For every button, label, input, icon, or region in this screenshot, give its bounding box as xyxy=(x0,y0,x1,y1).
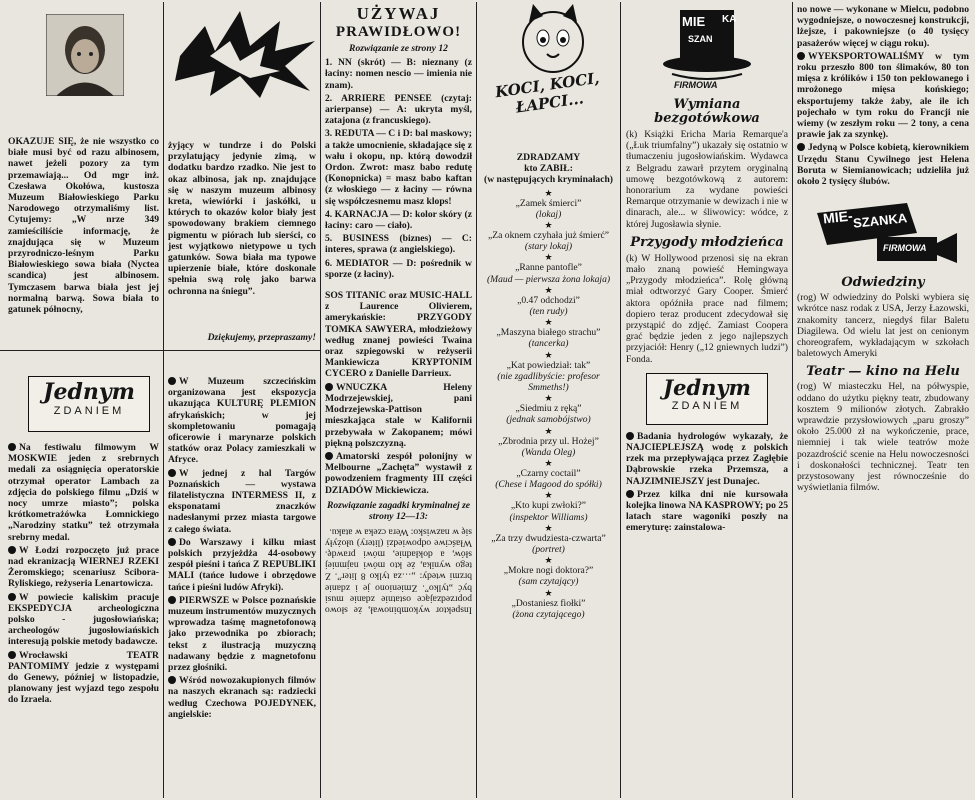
news-melbourne: Amatorski zespół polonijny w Melbourne „Zachęta” wystawił z powodzeniem fragmenty III części DZIADÓW Mickiewicza. xyxy=(325,450,472,496)
crime-solution-upside-down: Inspektor wykombinował, że słowo poprzedzające ostatnie zdanie musi być „tylko”. Zmieniono je i zdanie brzmi wtedy: „…za tylko 8 liter”. Z tego wynika, że kto mówi najmniej słów, a dokładnie, mówi prawdę. Właściwe odpowiedzi (litery) ułożyły się w nazwisko: Wera czeka w ataku. xyxy=(325,526,472,616)
owl-story-continued: żyjący w tundrze i do Polski przylatujący jedynie zimą, w dodatku bardzo rzadko. Nie jest to okaz albinosa, jak np. znajdujące się w naszym muzeum albinosy kreta, wiewiórki i jaskółki, u których to okazów kolor biały jest spowodowany brakiem ciemnego pigmentu w piórach lub sierści, co jest wyjątkowo nietypowe u tych gatunków. Sowa biała ma typowe upierzenie białe, które doskonale spełnia swą rolę jako barwa ochronna na śniegu”. xyxy=(168,140,316,297)
news-rzeki: Badania hydrologów wykazały, że NAJCIEPLEJSZĄ wodę z polskich rzek ma przepływająca przez Zagłębie Dąbrowskie rzeka Przemsza, a NAJZIMNIEJSZY jest Dunajec. xyxy=(626,430,788,487)
star-icon: ★ xyxy=(544,284,553,295)
bullet-icon xyxy=(168,469,176,477)
quiz-subtitle: Rozwiązanie ze strony 12 xyxy=(349,43,448,54)
bullet-icon xyxy=(168,377,176,385)
novel-title: „Za oknem czyhała już śmierć” xyxy=(488,230,609,242)
column-5 xyxy=(626,4,788,796)
reveal-subtitle: (w następujących kryminałach) xyxy=(484,174,613,186)
star-icon: ★ xyxy=(544,393,553,404)
novel-title: „Kat powiedział: tak” xyxy=(506,359,591,371)
bullet-icon xyxy=(8,593,16,601)
remarque-story: (k) Książki Ericha Maria Remarque'a („Łuk triumfalny”) ukazały się ostatnio w tłumaczeniu jugosłowiańskim. Wydawca z Belgradu zawarł przytem oryginalną umowę bezgotówkową z autorem: honorarium za wydane powieści Remarque otrzymanie w dewizach i nie w dinarach, ale... w śliwowicy: wódce, z której Jugosławia słynie. xyxy=(626,129,788,230)
bullet-icon xyxy=(8,546,16,554)
news-muzeum-poznan: PIERWSZE w Polsce poznańskie muzeum instrumentów muzycznych wprowadza taśmę magnetofonową jako przewodnika po zbiorach; tekst z ilustracją muzyczną nadawany będzie z magnetofonu przez głośniki. xyxy=(168,594,316,674)
column-2 xyxy=(168,4,316,796)
bullet-icon xyxy=(797,143,805,151)
novel-killer: (stary lokaj) xyxy=(524,241,573,253)
star-icon: ★ xyxy=(544,349,553,360)
quiz-item: 2. ARRIERE PENSEE (czytaj: arierpanse) — A: ukryta myśl, zatajona (z francuskiego). xyxy=(325,92,472,127)
column-rule xyxy=(320,2,321,798)
novel-killer: (jednak samobójstwo) xyxy=(506,414,591,426)
star-icon: ★ xyxy=(544,252,553,263)
gramophone-icon xyxy=(797,193,967,271)
quiz-item: 4. KARNACJA — D: kolor skóry (z łaciny: caro — ciało). xyxy=(325,208,472,232)
column-4 xyxy=(481,4,616,796)
novel-killer: (Wanda Oleg) xyxy=(521,446,576,458)
kasprowy-continued: no nowe — wykonane w Mielcu, podobno wygodniejsze, o nowoczesnej konstrukcji, lżejsze, i pakowniejsze (o 40 tysięcy pasażerów więcej w ciągu roku). xyxy=(797,4,969,49)
news-moskwa: Na festiwalu filmowym W MOSKWIE jeden z srebrnych medali za osiągnięcia operatorskie otrzymał operator Lambach za zdjęcia do polskiego filmu „Dziś w nocy umrze miasto”; polska krótkometrażówka Łomnickiego „Narodziny statku” też otrzymała srebrny medal. xyxy=(8,442,159,543)
owl-story-text: OKAZUJE SIĘ, że nie wszystko co białe musi być od razu albinosem, nawet jeżeli pozory za tym przemawiają... Od mgr inż. Czesława Okołówa, kustosza Muzeum Białowieskiego Parku Narodowego otrzymaliśmy list. Cytujemy: „W nrze 349 zamieściliście informację, że znajdująca się w Muzeum przyrodniczo-leśnym Parku Białowieskiego sowa biała (Nyctea scandica) jest albinosem. Tymczasem barwa biała jest jej normalną barwą. Sowa biała to gatunek północny, xyxy=(8,136,159,316)
heading-odwiedziny: Odwiedziny xyxy=(841,275,925,291)
column-3 xyxy=(325,4,472,796)
novel-title: „Czarny coctail” xyxy=(516,468,581,480)
quiz-item: 5. BUSINESS (biznes) — C: interes, sprawa (z angielskiego). xyxy=(325,233,472,256)
novel-killer: (inspektor Williams) xyxy=(509,511,588,523)
quiz-item: 3. REDUTA — C i D: bal maskowy; a także umocnienie, składające się z wału i okopu, np. którą dowodził Ordon. Zwrot: masz babo redutę (Konopnicka) = masz babo kaftan (z włoskiego — z łaciny — równa się współczesnemu masz klops! xyxy=(325,128,472,207)
star-icon: ★ xyxy=(544,555,553,566)
bullet-icon xyxy=(325,383,333,391)
novel-killer: (nie zgadlibyście: profesor Smmeths!) xyxy=(497,370,600,394)
novel-killer: (lokaj) xyxy=(535,208,562,220)
heading-przygody: Przygody młodzieńca xyxy=(630,234,784,250)
news-kasprowy: Przez kilka dni nie kursowała kolejka linowa NA KASPROWY; po 25 latach stare wagoniki poszły na emeryturę: zainstalowa- xyxy=(626,488,788,534)
novel-killer: (Maud — pierwsza żona lokaja) xyxy=(486,273,611,285)
column-rule xyxy=(620,2,621,798)
star-icon: ★ xyxy=(544,587,553,598)
news-wnuczka: WNUCZKA Heleny Modrzejewskiej, pani Modrzejewska-Pattison mieszkająca stale w Kalifornii przebywała w Zakopanem; mówi piękną polszczyzną. xyxy=(325,381,472,449)
news-filmy-cont: SOS TITANIC oraz MUSIC-HALL z Laurence Olivierem, amerykańskie: PRZYGODY TOMKA SAWYERA, młodzieżowy według znanej powieści Twaina oraz szpiegowski w reżyserii Mankiewicza KRYPTONIM CYCERO z Danielle Darrieux. xyxy=(325,290,472,380)
news-pantomima: Wrocławski TEATR PANTOMIMY jedzie z występami do Genewy, później w listopadzie, planowany jest wyjazd tego zespołu do Izraela. xyxy=(8,649,159,706)
news-usc: Jedyną w Polsce kobietą, kierownikiem Urzędu Stanu Cywilnego jest Helena Boruta w Siemianowicach; udzieliła już około 2 tysięcy ślubów. xyxy=(797,142,969,188)
novel-title: „Mokre nogi doktora?” xyxy=(503,565,594,577)
star-icon: ★ xyxy=(544,490,553,501)
column-rule xyxy=(163,2,164,798)
news-eksport: WYEKSPORTOWALIŚMY w tym roku przeszło 800 ton ślimaków, 80 ton mięsa z królików i 150 ton peklowanego i mrożonego mięsa końskiego; eksportujemy także żaby, ale ile ich pojechało w tym roku do Francji nie wiemy (w zeszłym roku — 2 tony, a cena prawie jak za szynkę). xyxy=(797,50,969,141)
quiz-item: 1. NN (skrót) — B: nieznany (z łaciny: nomen nescio — imienia nie znam). xyxy=(325,57,472,91)
novel-title: „Ranne pantofle” xyxy=(515,262,582,274)
news-filmy: Wśród nowozakupionych filmów na naszych ekranach są: radziecki według Czechowa POJEDYNEK, angielskie: xyxy=(168,675,316,720)
novel-killer: (tancerka) xyxy=(528,338,569,350)
novel-killer: (ten rudy) xyxy=(529,306,568,318)
novel-title: „Maszyna białego strachu” xyxy=(496,327,601,339)
star-icon: ★ xyxy=(544,220,553,231)
novel-title: „0.47 odchodzi” xyxy=(517,294,580,306)
bullet-icon xyxy=(8,443,16,451)
novel-killer: (żona czytającego) xyxy=(512,608,585,620)
quiz-item: 6. MEDIATOR — D: pośrednik w sporze (z łaciny). xyxy=(325,257,472,280)
bullet-icon xyxy=(168,676,176,684)
column-rule xyxy=(792,2,793,798)
news-mali: Do Warszawy i kilku miast polskich przyjeżdża 44-osobowy zespół pieśni i tańca Z REPUBLIKI MALI (tańce ludowe i obrzędowe tańce i pieśni ludów Afryki). xyxy=(168,536,316,593)
novel-title: „Zamek śmierci” xyxy=(515,197,582,209)
star-icon: ★ xyxy=(544,425,553,436)
bullet-icon xyxy=(626,490,634,498)
bullet-icon xyxy=(626,432,634,440)
hel-theatre-story: (rog) W miasteczku Hel, na półwyspie, oddano do użytku piękny teatr, zbudowany kosztem 9 milionów złotych. Zabrakło wprawdzie przysłowiowych „paru groszy” około 25.000 zł na wykończenie, prace, niemniej i tak wiele teatrów może pozazdrościć scenie na Helu nowoczesności i doskonałości technicznej. Teatr ten przystosowany jest równocześnie do wyświetlania filmów. xyxy=(797,381,969,494)
star-icon: ★ xyxy=(544,522,553,533)
news-kalisz: W powiecie kaliskim pracuje EKSPEDYCJA archeologiczna polsko - jugosłowiańska; archeologów jugosłowiańskich interesują polskie metody badawcze. xyxy=(8,591,159,648)
heading-teatr-hel: Teatr — kino na Helu xyxy=(806,364,960,380)
novel-killer: (portret) xyxy=(532,544,565,556)
news-targi: W jednej z hal Targów Poznańskich — wystawa filatelistyczna INTERMESS II, z eksponatami znaczków nadesłanymi przez miasta targowe z całego świata. xyxy=(168,467,316,535)
crime-solution-title: Rozwiązanie zagadki kryminalnej ze strony 12—13: xyxy=(326,499,471,522)
lazowski-story: (rog) W odwiedziny do Polski wybiera się wkrótce nasz rodak z USA, Jerzy Łazowski, znakomity tancerz, niegdyś filar Baletu Diagilewa. Od wielu lat jest on cenionym choreografem, wykładającym w szkołach baletowych Ameryki xyxy=(797,292,969,360)
jednym-zdaniem-logo-2: Jednym ZDANIEM xyxy=(646,373,768,425)
thanks-line: Dziękujemy, przepraszamy! xyxy=(207,332,316,343)
novel-killer: (sam czytający) xyxy=(518,576,579,588)
portrait-photo xyxy=(46,14,124,96)
novel-title: „Kto kupi zwłoki?” xyxy=(510,500,587,512)
column-rule xyxy=(476,2,477,798)
star-icon: ★ xyxy=(544,187,553,198)
bullet-icon xyxy=(797,52,805,60)
bullet-icon xyxy=(8,651,16,659)
column-1 xyxy=(8,4,159,796)
headline-uzywaj: UŻYWAJ xyxy=(356,4,441,23)
bullet-icon xyxy=(325,452,333,460)
bullet-icon xyxy=(168,596,176,604)
hemingway-story: (k) W Hollywood przenosi się na ekran mało znaną powieść Hemingwaya „Przygody młodzieńca”. Rolę główną miał odtworzyć Gary Cooper. Śmierć aktora opóźniła prace nad filmem; dopiero teraz producent zdecydował się przystąpić do zdjęć. Zamiast Coopera grać będzie jeden z jego najlepszych przyjaciół: Henry („12 gniewnych ludzi”) Fonda. xyxy=(626,252,788,365)
bullet-icon xyxy=(168,538,176,546)
heading-wymiana: Wymiana bezgotówkowa xyxy=(654,97,760,126)
headline-prawidlowo: PRAWIDŁOWO! xyxy=(335,24,462,40)
column-6 xyxy=(797,4,969,796)
star-icon: ★ xyxy=(544,317,553,328)
reveal-title-1: ZDRADZAMY xyxy=(516,152,581,163)
reveal-title-2: kto ZABIŁ: xyxy=(524,163,573,175)
cat-header-text: KOCI, KOCI, ŁAPCI... xyxy=(494,68,601,117)
novel-title: „Dostaniesz fiołki” xyxy=(511,597,586,609)
novel-killer: (Chese i Magood do spółki) xyxy=(495,479,602,491)
news-szczecin: W Muzeum szczecińskim organizowana jest ekspozycja ukazująca KULTURĘ PLEMION afrykańskich; w jej skompletowaniu pomagają oficerowie i marynarze polskich statków oraz Polacy zamieszkali w Afryce. xyxy=(168,376,316,466)
novel-title: „Siedmiu z ręką” xyxy=(515,403,582,415)
news-lodz: W Łodzi rozpoczęto już prace nad ekranizacją WIERNEJ RZEKI Żeromskiego; scenariusz Sciborа-Ryliskiego, reżyseria Lenartowicza. xyxy=(8,544,159,590)
top-hat-icon xyxy=(662,8,752,88)
novel-title: „Za trzy dwudziesta-czwarta” xyxy=(491,532,606,544)
jednym-zdaniem-logo: Jednym ZDANIEM xyxy=(28,376,150,432)
star-icon: ★ xyxy=(544,458,553,469)
novel-title: „Zbrodnia przy ul. Hożej” xyxy=(498,435,599,447)
mieszanka-logo: MIE SZAN KA FIRMOWA xyxy=(626,4,788,96)
mieszanka-logo-2: MIE- SZANKA FIRMOWA xyxy=(797,193,969,271)
